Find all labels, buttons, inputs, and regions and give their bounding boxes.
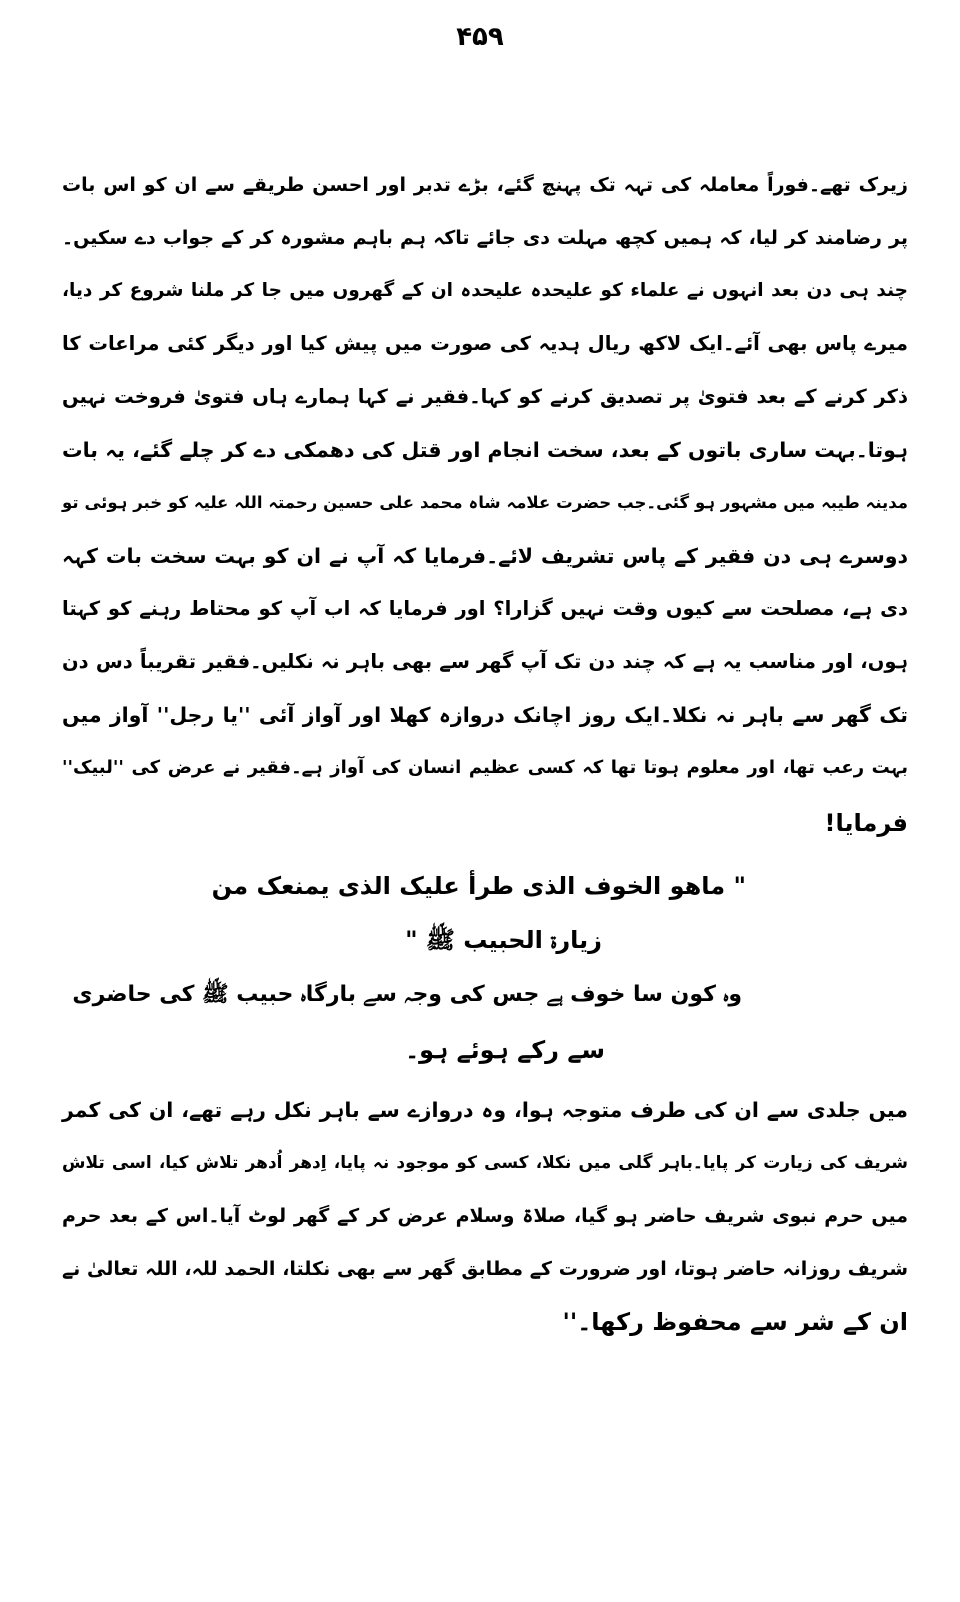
text-line: مدینہ طیبہ میں مشہور ہو گئی۔جب حضرت علامہ شاہ محمد علی حسین رحمتہ اللہ علیہ کو خبر ہوئی تو [62,493,908,512]
page-number: ۴۵۹ [456,22,504,52]
text-line: میں حرم نبوی شریف حاضر ہو گیا، صلاۃ وسلام عرض کر کے گھر لوٹ آیا۔اس کے بعد حرم [62,1205,908,1227]
text-line: شریف روزانہ حاضر ہوتا، اور ضرورت کے مطابق گھر سے بھی نکلتا، الحمد للہ، اللہ تعالیٰ نے [62,1258,908,1280]
text-line: ہوں، اور مناسب یہ ہے کہ چند دن تک آپ گھر سے بھی باہر نہ نکلیں۔فقیر تقریباً دس دن [62,650,908,673]
text-line: ذکر کرنے کے بعد فتویٰ پر تصدیق کرنے کو کہا۔فقیر نے کہا ہمارے ہاں فتویٰ فروخت نہیں [62,385,908,408]
text-line: میں جلدی سے ان کی طرف متوجہ ہوا، وہ دروازے سے باہر نکل رہے تھے، ان کی کمر [62,1098,908,1122]
text-line: ان کے شر سے محفوظ رکھا۔'' [562,1308,908,1336]
text-line: دی ہے، مصلحت سے کیوں وقت نہیں گزارا؟ اور فرمایا کہ اب آپ کو محتاط رہنے کو کہتا [62,597,908,620]
text-line: ہوتا۔بہت ساری باتوں کے بعد، سخت انجام اور قتل کی دھمکی دے کر چلے گئے، یہ بات [62,438,908,462]
urdu-translation-line: وہ کون سا خوف ہے جس کی وجہ سے بارگاہ حبیب ﷺ کی حاضری [72,982,742,1007]
text-line: بہت رعب تھا، اور معلوم ہوتا تھا کہ کسی عظیم انسان کی آواز ہے۔فقیر نے عرض کی ''لبیک'' [62,757,908,778]
arabic-quote-line: زیارۃ الحبیب ﷺ " [405,926,602,954]
text-line: تک گھر سے باہر نہ نکلا۔ایک روز اچانک دروازہ کھلا اور آواز آئی ''یا رجل'' آواز میں [62,703,908,727]
text-line: میرے پاس بھی آئے۔ایک لاکھ ریال ہدیہ کی صورت میں پیش کیا اور دیگر کئی مراعات کا [62,332,908,355]
text-line: فرمایا! [824,809,908,837]
urdu-translation-line: سے رکے ہوئے ہو۔ [405,1036,605,1064]
text-line: شریف کی زیارت کر پایا۔باہر گلی میں نکلا، کسی کو موجود نہ پایا، اِدھر اُدھر تلاش کیا، اسی تلاش [62,1153,908,1173]
text-line: دوسرے ہی دن فقیر کے پاس تشریف لائے۔فرمایا کہ آپ نے ان کو بہت سخت بات کہہ [62,544,908,568]
text-line: چند ہی دن بعد انہوں نے علماء کو علیحدہ علیحدہ ان کے گھروں میں جا کر ملنا شروع کر دیا، [62,280,908,301]
text-line: پر رضامند کر لیا، کہ ہمیں کچھ مہلت دی جائے تاکہ ہم باہم مشورہ کر کے جواب دے سکیں۔ [62,227,908,249]
arabic-quote-line: " ماھو الخوف الذی طرأ علیک الذی یمنعک من [211,872,746,900]
text-line: زیرک تھے۔فوراً معاملہ کی تہہ تک پہنچ گئے، بڑے تدبر اور احسن طریقے سے ان کو اس بات [62,174,908,196]
